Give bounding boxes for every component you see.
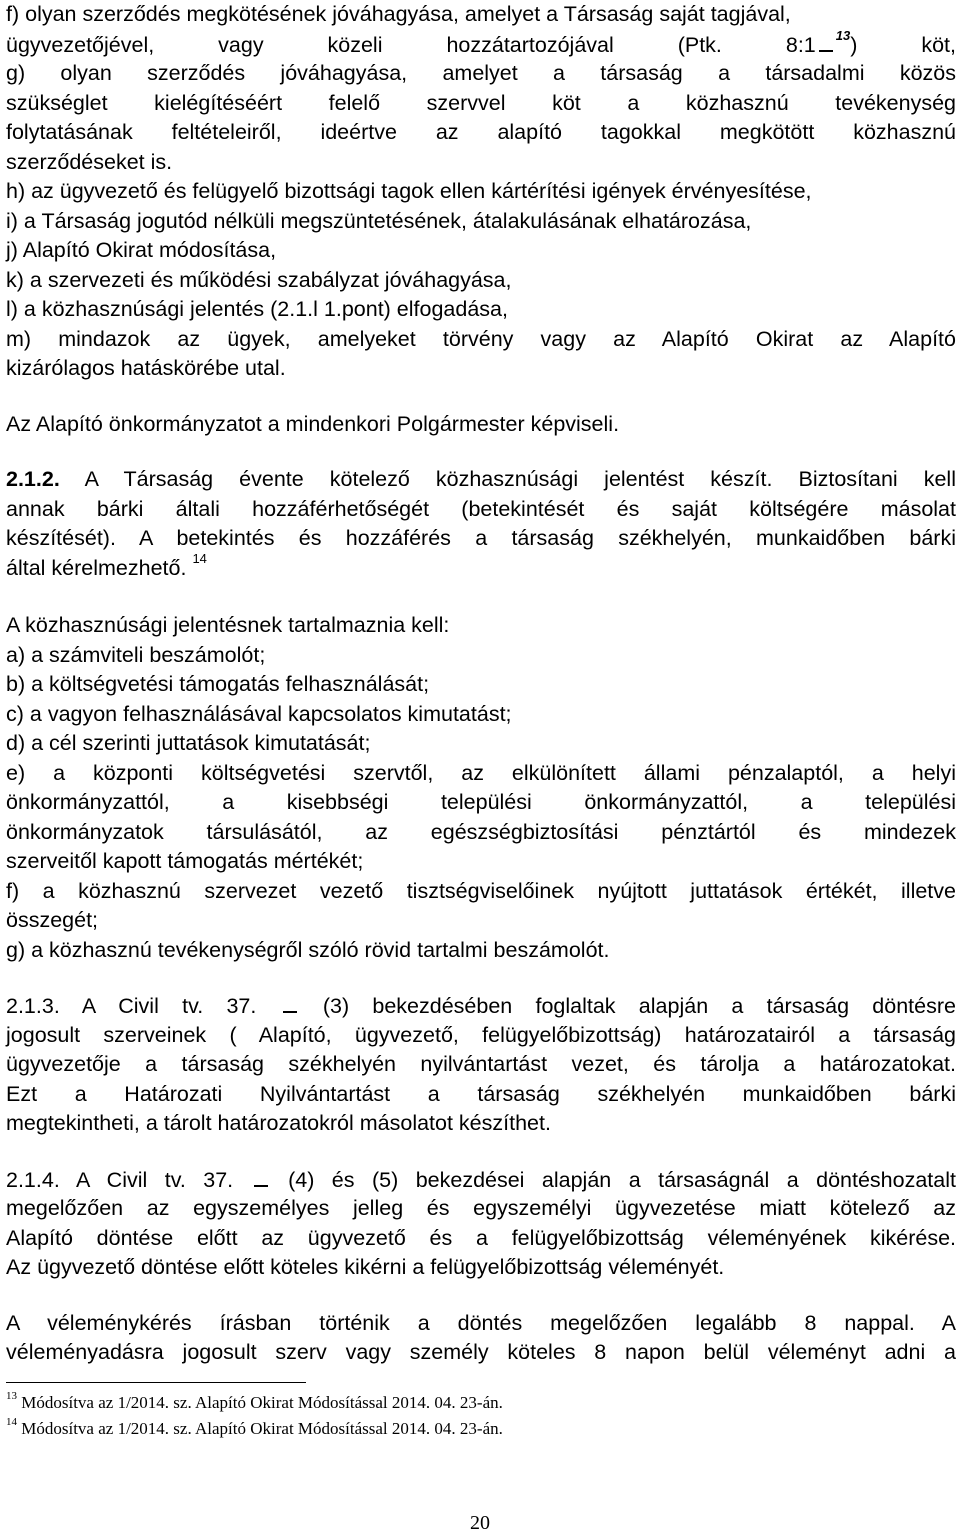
text-line <box>6 551 956 584</box>
footnote-number: 14 <box>6 1416 17 1429</box>
text-line: m) mindazok az ügyek, amelyeket törvény vagy az Alapító Okirat az Alapító <box>6 326 956 351</box>
text-fragment: A Társaság évente kötelező közhasznúsági jelentést készít. Biztosítani kell <box>59 467 956 491</box>
text-line: összegét; <box>6 908 99 932</box>
text-line <box>6 991 956 1021</box>
footnote-14 <box>6 1416 956 1442</box>
text-line: g) a közhasznú tevékenységről szóló rövid tartalmi beszámolót. <box>6 937 610 962</box>
footnote-13 <box>6 1390 956 1416</box>
text-fragment: által kérelmezhető. <box>6 555 187 580</box>
text-line: A közhasznúsági jelentésnek tartalmaznia kell: <box>6 613 450 637</box>
section-number: 2.1.2. <box>6 467 60 491</box>
text-line <box>6 465 956 495</box>
text-line: önkormányzatok társulásától, az egészségbiztosítási pénztártól és mindezek <box>6 819 956 844</box>
text-fragment: ügyvezetőjével, vagy közeli hozzátartozójával (Ptk. 8:1 <box>6 32 816 57</box>
footnote-text: Módosítva az 1/2014. sz. Alapító Okirat Módosítással 2014. 04. 23-án. <box>21 1419 503 1438</box>
text-line: ügyvezetője a társaság székhelyén nyilvántartást vezet, és tárolja a határozatokat. <box>6 1052 956 1076</box>
text-line: szerveitől kapott támogatás mértékét; <box>6 849 364 873</box>
document-body <box>6 0 956 1368</box>
footnote-ref-14: 14 <box>192 551 207 567</box>
text-line: h) az ügyvezető és felügyelő bizottsági tagok ellen kártérítési igények érvényesítése, <box>6 179 812 203</box>
section-sign-mark <box>283 991 297 1013</box>
text-line: önkormányzattól, a kisebbségi települési önkormányzattól, a települési <box>6 790 956 814</box>
text-fragment: 2.1.3. A Civil tv. 37. <box>6 994 257 1018</box>
text-fragment: (3) bekezdésében foglaltak alapján a társaság döntésre <box>322 994 956 1018</box>
text-fragment: ) köt, <box>850 32 956 57</box>
section-sign-mark <box>254 1165 268 1187</box>
footnote-text: Módosítva az 1/2014. sz. Alapító Okirat Módosítással 2014. 04. 23-án. <box>21 1393 503 1412</box>
text-fragment: 2.1.4. A Civil tv. 37. <box>6 1167 234 1192</box>
text-line: Alapító döntése előtt az ügyvezető és a felügyelőbizottság véleményének kikérése. <box>6 1225 956 1250</box>
text-line: d) a cél szerinti juttatások kimutatását; <box>6 731 371 755</box>
text-line: jogosult szerveinek ( Alapító, ügyvezető, felügyelőbizottság) határozatairól a társaság <box>6 1022 956 1047</box>
text-line: megelőzően az egyszemélyes jelleg és egyszemélyi ügyvezetése miatt kötelező az <box>6 1196 956 1220</box>
text-line: véleményadásra jogosult szerv vagy személy köteles 8 napon belül véleményt adni a <box>6 1340 956 1364</box>
text-line: c) a vagyon felhasználásával kapcsolatos kimutatást; <box>6 701 512 726</box>
text-line: kizárólagos hatáskörébe utal. <box>6 356 286 380</box>
text-line: k) a szervezeti és működési szabályzat jóváhagyása, <box>6 267 512 292</box>
footnote-number: 13 <box>6 1390 17 1403</box>
text-line: Az ügyvezető döntése előtt köteles kikérni a felügyelőbizottság véleményét. <box>6 1255 725 1279</box>
text-line: folytatásának feltételeiről, ideértve az alapító tagokkal megkötött közhasznú <box>6 120 956 144</box>
text-line: készítését). A betekintés és hozzáférés a társaság székhelyén, munkaidőben bárki <box>6 526 956 550</box>
text-line: b) a költségvetési támogatás felhasználását; <box>6 672 430 696</box>
text-line: g) olyan szerződés jóváhagyása, amelyet a társaság a társadalmi közös <box>6 61 956 85</box>
page-number: 20 <box>470 1512 490 1534</box>
text-line: szükséglet kielégítéséért felelő szervvel köt a közhasznú tevékenység <box>6 90 956 115</box>
text-line: f) a közhasznú szervezet vezető tisztségviselőinek nyújtott juttatások értékét, illetve <box>6 878 956 903</box>
text-line: Ezt a Határozati Nyilvántartást a társaság székhelyén munkaidőben bárki <box>6 1081 956 1106</box>
text-line <box>6 30 956 60</box>
text-line <box>6 1165 956 1195</box>
text-line: A véleménykérés írásban történik a döntés megelőzően legalább 8 nappal. A <box>6 1310 956 1335</box>
text-line: f) olyan szerződés megkötésének jóváhagyása, amelyet a Társaság saját tagjával, <box>6 2 791 26</box>
text-line: annak bárki általi hozzáférhetőségét (betekintését és saját költségére másolat <box>6 496 956 521</box>
footnotes <box>6 1390 956 1442</box>
section-sign-mark <box>819 30 833 52</box>
footnote-ref-13: 13 <box>835 28 851 44</box>
text-fragment: (4) és (5) bekezdései alapján a társaságnál a döntéshozatalt <box>288 1167 956 1192</box>
footnote-separator <box>6 1382 306 1383</box>
text-line: i) a Társaság jogutód nélküli megszüntetésének, átalakulásának elhatározása, <box>6 208 752 233</box>
text-line: l) a közhasznúsági jelentés (2.1.l 1.pont) elfogadása, <box>6 297 508 321</box>
text-line: szerződéseket is. <box>6 149 173 174</box>
text-line: a) a számviteli beszámolót; <box>6 642 266 667</box>
text-line: j) Alapító Okirat módosítása, <box>6 238 277 262</box>
text-line: Az Alapító önkormányzatot a mindenkori Polgármester képviseli. <box>6 411 620 436</box>
text-line: e) a központi költségvetési szervtől, az elkülönített állami pénzalaptól, a helyi <box>6 760 956 785</box>
text-line: megtekintheti, a tárolt határozatokról másolatot készíthet. <box>6 1111 551 1135</box>
